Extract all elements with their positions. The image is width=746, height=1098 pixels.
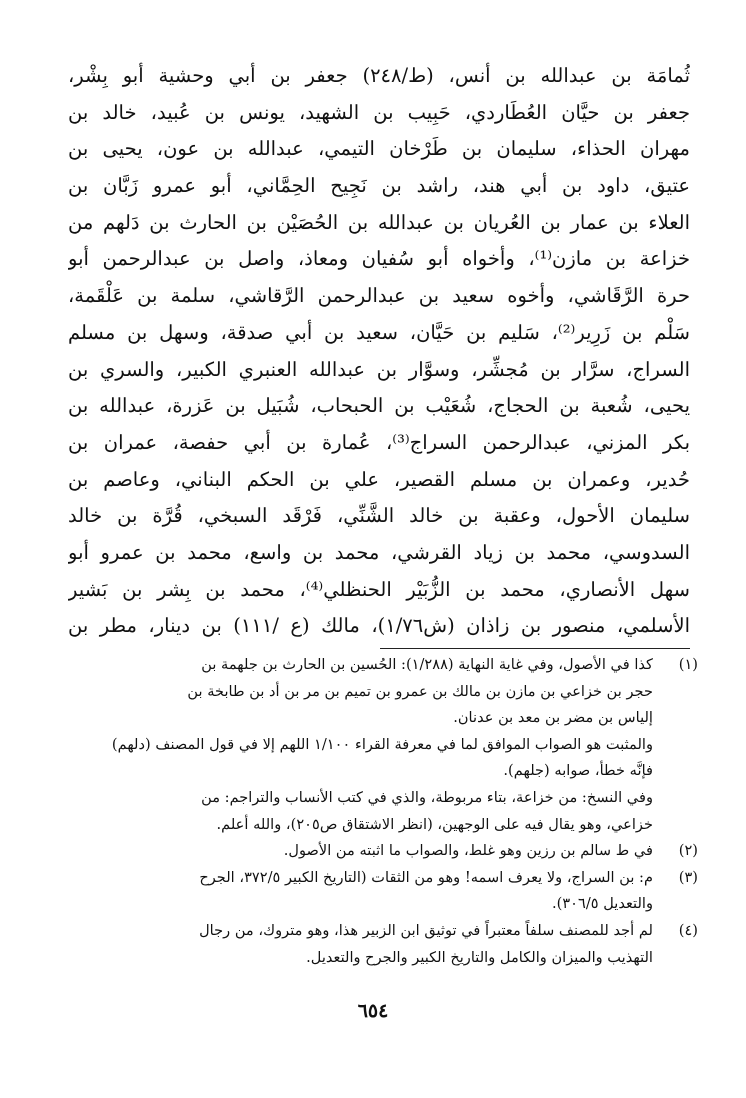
- footnote-number: (١): [678, 656, 698, 673]
- footnote-text: إلياس بن مضر بن معد بن عدنان.: [453, 709, 653, 727]
- main-text-line: مهران الحذاء، سليمان بن طَرْخان التيمي، عبدالله بن عون، يحيى بن: [68, 137, 690, 161]
- footnote-text: والمثبت هو الصواب الموافق لما في معرفة القراء ١/١٠٠ اللهم إلا في قول المصنف (دلهم): [111, 735, 653, 753]
- main-text-line: سَلْم بن زَرِير⁽²⁾، سَليم بن حَيَّان، سعيد بن أبي صدقة، وسهل بن مسلم: [68, 320, 690, 344]
- footnote-text: كذا في الأصول، وفي غاية النهاية (١/٢٨٨): الحُسين بن الحارث بن جلهمة بن: [201, 656, 653, 673]
- footnote-text: لم أجد للمصنف سلفاً معتبراً في توثيق ابن الزبير هذا، وهو متروك، من رجال: [199, 921, 653, 939]
- footnote-line: [60, 679, 698, 706]
- main-text-line: العلاء بن عمار بن العُريان بن عبدالله بن الحُصَيْن بن الحارث بن دَلهم من: [68, 210, 690, 234]
- footnote-text: حجر بن خزاعي بن مازن بن مالك بن عمرو بن تميم بن مر بن أد بن طابخة بن: [187, 682, 653, 700]
- footnote-text: وفي النسخ: من خزاعة، بتاء مربوطة، والذي في كتب الأنساب والتراجم: من: [201, 788, 653, 806]
- footnote-line: [60, 918, 698, 945]
- footnote-text: التهذيب والميزان والكامل والتاريخ الكبير والجرح والتعديل.: [306, 948, 653, 966]
- footnote-text: في ط سالم بن رزين وهو غلط، والصواب ما اثبته من الأصول.: [283, 842, 653, 860]
- footnote-number: (٢): [678, 842, 698, 860]
- main-text-line: حُدير، وعمران بن مسلم القصير، علي بن الحكم البناني، وعاصم بن: [68, 467, 690, 491]
- footnote-line: [60, 865, 698, 892]
- main-text-line: السراج، سرَّار بن مُجشِّر، وسوَّار بن عبدالله العنبري الكبير، والسري بن: [68, 357, 690, 381]
- footnote-line: [60, 785, 698, 812]
- footnote-line: [60, 812, 698, 839]
- footnote-text: فإنَّه خطأ، صوابه (جلهم).: [503, 762, 653, 780]
- footnote-line: [60, 652, 698, 679]
- footnote-text: خزاعي، وهو يقال فيه على الوجهين، (انظر الاشتقاق ص٢٠٥)، والله أعلم.: [216, 815, 653, 833]
- footnotes-block: [60, 652, 698, 971]
- main-text-line: الأسلمي، منصور بن زاذان (ش١/٧٦)، مالك (ع /١١١) بن دينار، مطر بن: [68, 614, 690, 638]
- footnote-line: [60, 838, 698, 865]
- main-text-line: يحيى، شُعبة بن الحجاج، شُعَيْب بن الحبحاب، شُبَيل بن عَزرة، عبدالله بن: [68, 394, 690, 418]
- footnote-number: (٣): [678, 868, 698, 886]
- main-text-line: عتيق، داود بن أبي هند، راشد بن نَجِيح الحِمَّاني، أبو عمرو زَبَّان بن: [68, 174, 690, 198]
- footnote-line: [60, 945, 698, 972]
- main-text-line: سليمان الأحول، وعقبة بن خالد الشَّنِّي، فَرْقَد السبخي، قُرَّة بن خالد: [68, 504, 690, 528]
- footnote-number: (٤): [678, 921, 698, 939]
- main-text-line: حرة الرَّقَاشي، وأخوه سعيد بن عبدالرحمن الرَّقاشي، سلمة بن عَلْقَمة،: [68, 284, 690, 308]
- main-text-line: خزاعة بن مازن⁽¹⁾، وأخواه أبو سُفيان ومعاذ، واصل بن عبدالرحمن أبو: [68, 247, 690, 271]
- footnote-line: [60, 732, 698, 759]
- main-text-line: ثُمامَة بن عبدالله بن أنس، (ط/٢٤٨) جعفر بن أبي وحشية أبو بِشْر،: [68, 64, 690, 87]
- main-text-block: [68, 58, 690, 645]
- footnote-line: [60, 705, 698, 732]
- footnote-line: [60, 891, 698, 918]
- main-text-line: جعفر بن حيَّان العُطَاردي، حَبِيب بن الشهيد، يونس بن عُبيد، خالد بن: [68, 100, 690, 124]
- footnote-text: والتعديل ٣٠٦/٥).: [551, 895, 653, 913]
- page-number: ٦٥٤: [357, 1000, 389, 1022]
- main-text-line: بكر المزني، عبدالرحمن السراج⁽³⁾، عُمارة بن أبي حفصة، عمران بن: [68, 430, 690, 454]
- main-text-line: سهل الأنصاري، محمد بن الزُّبَيْر الحنظلي⁽⁴⁾، محمد بن بِشر بن بَشير: [68, 577, 690, 601]
- footnote-line: [60, 758, 698, 785]
- main-text-line: السدوسي، محمد بن زياد القرشي، محمد بن واسع، محمد بن عمرو أبو: [68, 540, 690, 564]
- footnote-text: م: بن السراج، ولا يعرف اسمه! وهو من الثقات (التاريخ الكبير ٣٧٢/٥، الجرح: [199, 868, 653, 886]
- footnote-divider: [380, 648, 690, 649]
